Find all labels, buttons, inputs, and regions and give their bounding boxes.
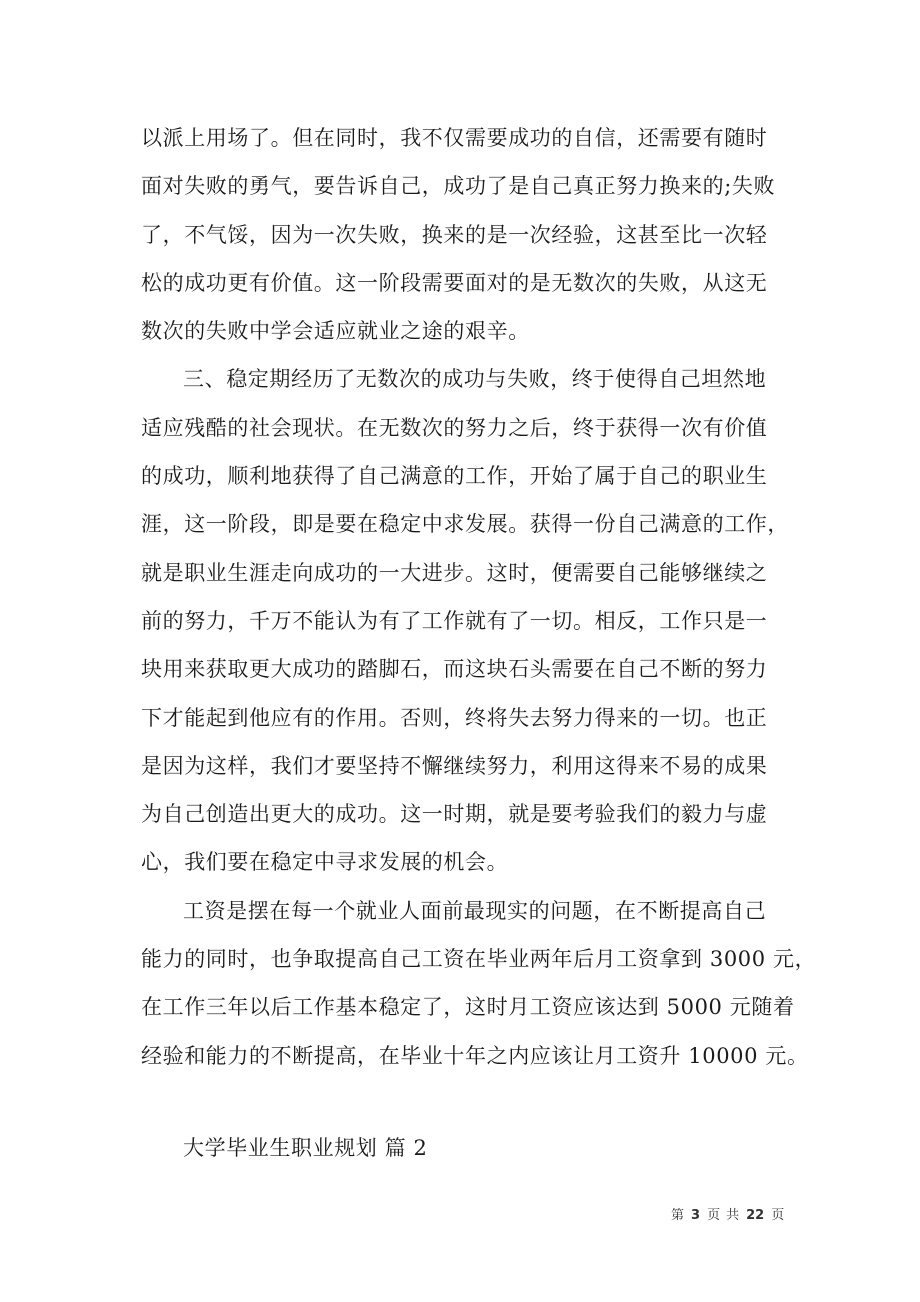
- paragraph-salary: [141, 887, 817, 1080]
- text-line: 涯，这一阶段，即是要在稳定中求发展。获得一份自己满意的工作，: [141, 512, 789, 537]
- footer-prefix: 第: [671, 1208, 685, 1223]
- text-line: 的成功，顺利地获得了自己满意的工作，开始了属于自己的职业生: [141, 464, 768, 489]
- text-line: 心，我们要在稳定中寻求发展的机会。: [141, 850, 509, 875]
- section-heading: 大学毕业生职业规划 篇 2: [183, 1136, 428, 1160]
- text-line: 了，不气馁，因为一次失败，换来的是一次经验，这甚至比一次轻: [141, 222, 768, 247]
- text-line: 是因为这样，我们才要坚持不懈继续努力，利用这得来不易的成果: [141, 753, 768, 778]
- text-line: 松的成功更有价值。这一阶段需要面对的是无数次的失败，从这无: [141, 270, 768, 295]
- total-pages-number: 22: [746, 1208, 765, 1223]
- text-line: 适应残酷的社会现状。在无数次的努力之后，终于获得一次有价值: [141, 415, 768, 440]
- text-line: 块用来获取更大成功的踏脚石，而这块石头需要在自己不断的努力: [141, 657, 768, 682]
- text-line: 能力的同时，也争取提高自己工资在毕业两年后月工资拿到 3000 元，: [141, 947, 817, 972]
- paragraph-1: [141, 114, 786, 355]
- text-line: 前的努力，千万不能认为有了工作就有了一切。相反，工作只是一: [141, 608, 768, 633]
- text-line: 就是职业生涯走向成功的一大进步。这时，便需要自己能够继续之: [141, 560, 768, 585]
- paragraph-stable-period: [141, 355, 789, 886]
- footer-suffix: 页: [771, 1208, 785, 1223]
- text-line: 经验和能力的不断提高，在毕业十年之内应该让月工资升 10000 元。: [141, 1043, 809, 1068]
- text-line: 三、稳定期经历了无数次的成功与失败，终于使得自己坦然地: [183, 367, 767, 392]
- text-line: 为自己创造出更大的成功。这一时期，就是要考验我们的毅力与虚: [141, 802, 768, 827]
- document-body: [141, 114, 817, 1080]
- page-footer: [668, 1206, 787, 1226]
- text-line: 以派上用场了。但在同时，我不仅需要成功的自信，还需要有随时: [141, 126, 768, 150]
- footer-total-word: 共: [726, 1208, 740, 1223]
- text-line: 面对失败的勇气，要告诉自己，成功了是自己真正努力换来的;失败: [141, 174, 776, 199]
- footer-page-word: 页: [707, 1208, 721, 1223]
- text-line: 在工作三年以后工作基本稳定了，这时月工资应该达到 5000 元随着: [141, 995, 795, 1020]
- text-line: 数次的失败中学会适应就业之途的艰辛。: [141, 319, 530, 344]
- text-line: 下才能起到他应有的作用。否则，终将失去努力得来的一切。也正: [141, 705, 768, 730]
- current-page-number: 3: [691, 1208, 701, 1223]
- text-line: 工资是摆在每一个就业人面前最现实的问题，在不断提高自己: [183, 898, 767, 923]
